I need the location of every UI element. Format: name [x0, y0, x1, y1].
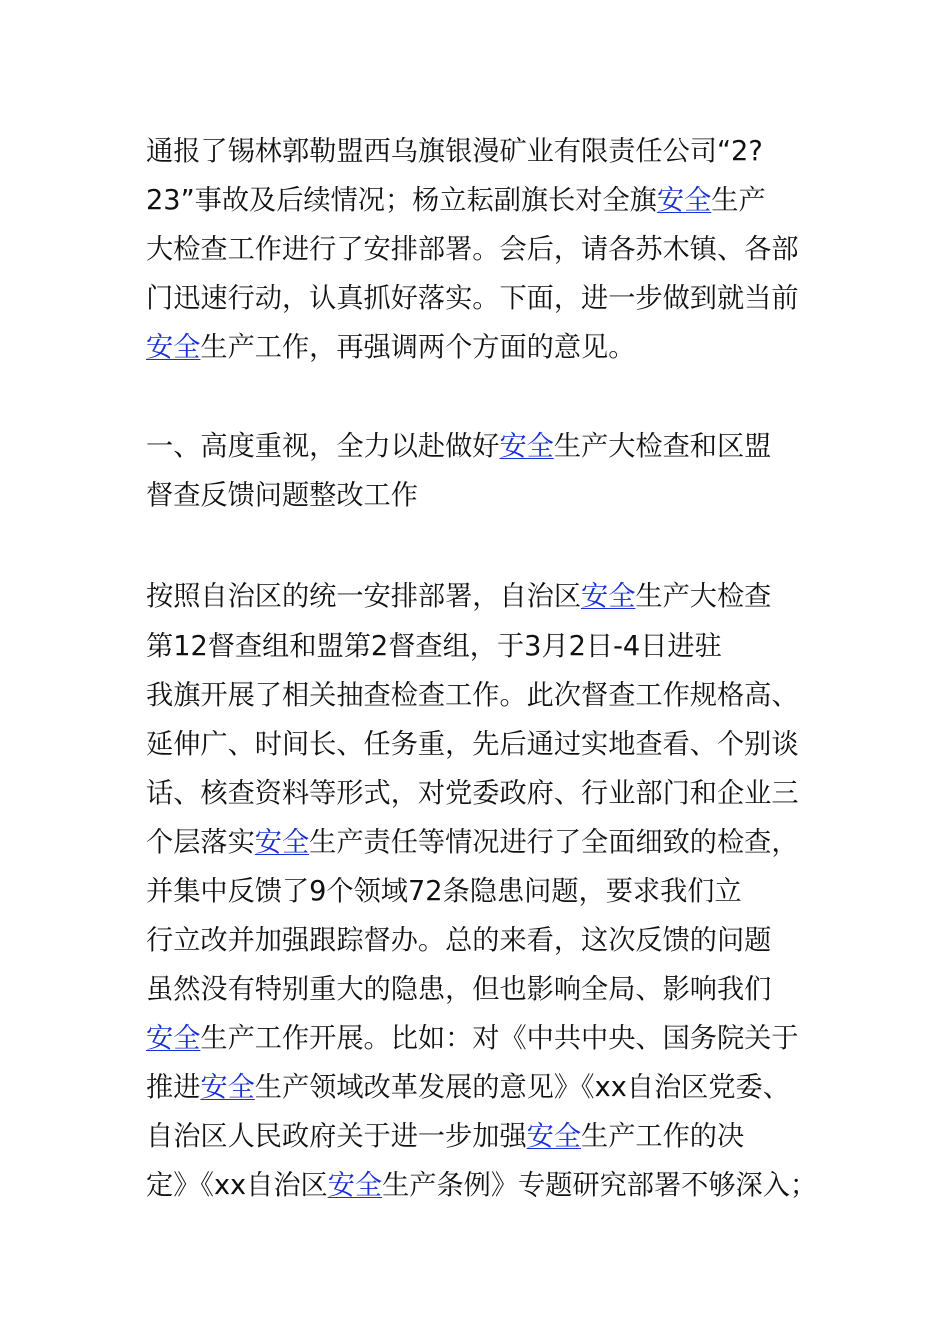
text-line — [146, 1117, 744, 1157]
text-segment: 推进 — [146, 1072, 201, 1103]
anquan-link[interactable]: 安全 — [200, 1072, 255, 1103]
text-segment: 我旗开展了相关抽查检查工作。此次督查工作规格高、 — [146, 680, 799, 711]
anquan-link[interactable]: 安全 — [526, 1121, 582, 1152]
text-segment: 大检查工作进行了安排部署。会后，请各苏木镇、各部 — [146, 234, 799, 265]
text-segment: 一、高度重视，全力以赴做好 — [146, 431, 500, 462]
text-segment: 生产工作开展。比如：对《中共中央、国务院关于 — [200, 1023, 799, 1054]
text-segment: 通报了锡林郭勒盟西乌旗银漫矿业有限责任公司“2? — [146, 136, 763, 167]
text-segment: 第12督查组和盟第2督查组，于3月2日-4日进驻 — [146, 631, 722, 662]
text-line — [146, 676, 799, 716]
anquan-link[interactable]: 安全 — [146, 1023, 201, 1054]
text-segment: 生产责任等情况进行了全面细致的检查， — [309, 827, 799, 858]
text-line — [146, 872, 742, 912]
anquan-link[interactable]: 安全 — [327, 1170, 383, 1201]
text-segment: 生产工作，再强调两个方面的意见。 — [200, 332, 636, 363]
text-line — [146, 230, 799, 270]
text-line — [146, 1166, 817, 1206]
text-line — [146, 427, 771, 467]
text-line — [146, 1019, 799, 1059]
text-segment: 门迅速行动，认真抓好落实。下面，进一步做到就当前 — [146, 283, 799, 314]
text-line — [146, 725, 799, 765]
text-line — [146, 774, 799, 814]
anquan-link[interactable]: 安全 — [499, 431, 554, 462]
anquan-link[interactable]: 安全 — [146, 332, 201, 363]
anquan-link[interactable]: 安全 — [581, 581, 636, 612]
text-line — [146, 823, 799, 863]
text-segment: 生产大检查和区盟 — [553, 431, 772, 462]
text-line — [146, 577, 771, 617]
text-line — [146, 279, 799, 319]
text-line — [146, 627, 722, 667]
text-segment: 生产条例》专题研究部署不够深入； — [382, 1170, 818, 1201]
text-line — [146, 1068, 790, 1108]
anquan-link[interactable]: 安全 — [656, 185, 712, 216]
text-line — [146, 970, 771, 1010]
text-line — [146, 181, 766, 221]
text-segment: 督查反馈问题整改工作 — [146, 480, 418, 511]
text-line — [146, 132, 763, 172]
text-segment: 23”事故及后续情况；杨立耘副旗长对全旗 — [146, 185, 657, 216]
text-segment: 生产领域改革发展的意见》《xx自治区党委、 — [254, 1072, 790, 1103]
text-segment: 个层落实 — [146, 827, 255, 858]
text-segment: 话、核查资料等形式，对党委政府、行业部门和企业三 — [146, 778, 799, 809]
text-segment: 生产工作的决 — [581, 1121, 745, 1152]
anquan-link[interactable]: 安全 — [254, 827, 310, 858]
text-segment: 生产大检查 — [635, 581, 772, 612]
text-segment: 按照自治区的统一安排部署，自治区 — [146, 581, 582, 612]
text-segment: 定》《xx自治区 — [146, 1170, 328, 1201]
text-segment: 生产 — [711, 185, 766, 216]
text-segment: 自治区人民政府关于进一步加强 — [146, 1121, 527, 1152]
text-line — [146, 328, 635, 368]
text-segment: 行立改并加强跟踪督办。总的来看，这次反馈的问题 — [146, 925, 772, 956]
text-line — [146, 921, 771, 961]
text-segment: 并集中反馈了9个领域72条隐患问题，要求我们立 — [146, 876, 742, 907]
text-line — [146, 476, 418, 516]
text-segment: 延伸广、时间长、任务重，先后通过实地查看、个别谈 — [146, 729, 799, 760]
text-segment: 虽然没有特别重大的隐患，但也影响全局、影响我们 — [146, 974, 772, 1005]
